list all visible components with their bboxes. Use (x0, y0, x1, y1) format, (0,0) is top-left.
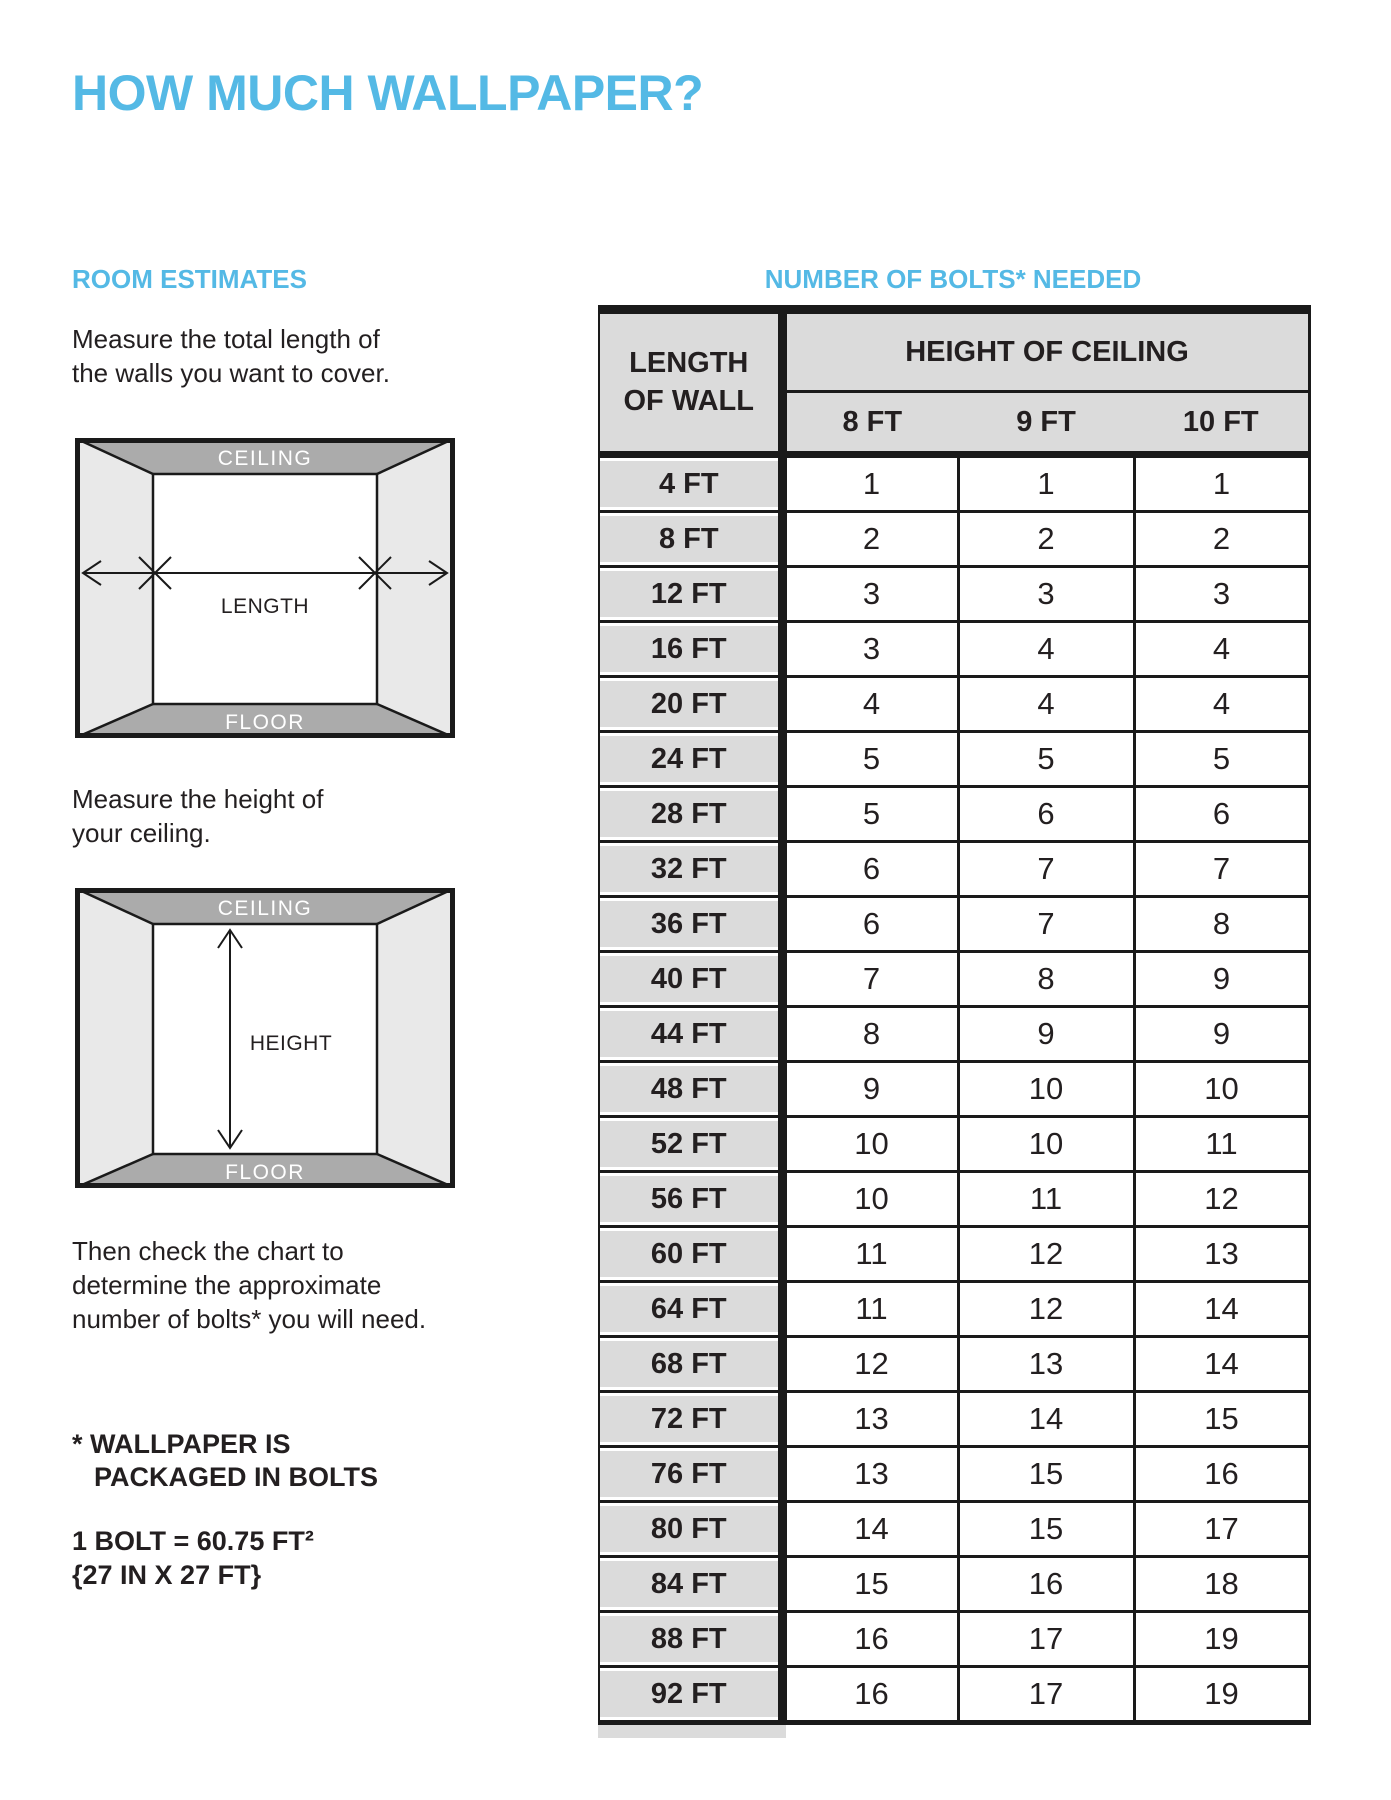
bolt-count-cell: 4 (1134, 622, 1309, 677)
row-label: 88 FT (599, 1612, 782, 1667)
bolt-definition (72, 1524, 314, 1592)
table-row (599, 842, 1309, 897)
bolt-count-cell: 15 (958, 1447, 1134, 1502)
bolt-count-cell: 16 (958, 1557, 1134, 1612)
bolt-count-cell: 10 (958, 1117, 1134, 1172)
bolt-count-cell: 6 (1134, 787, 1309, 842)
bolt-count-cell: 17 (1134, 1502, 1309, 1557)
row-label: 56 FT (599, 1172, 782, 1227)
ceiling-height-diagram (75, 888, 455, 1188)
row-label: 76 FT (599, 1447, 782, 1502)
bolt-count-cell: 12 (782, 1337, 958, 1392)
ceiling-label: CEILING (217, 897, 313, 920)
bolt-count-cell: 15 (958, 1502, 1134, 1557)
bolts-table-body (599, 455, 1309, 1723)
bolt-count-cell: 4 (958, 622, 1134, 677)
bolt-count-cell: 13 (782, 1447, 958, 1502)
bolt-count-cell: 5 (1134, 732, 1309, 787)
row-label: 60 FT (599, 1227, 782, 1282)
room-length-diagram (75, 438, 455, 738)
row-label: 48 FT (599, 1062, 782, 1117)
bolt-count-cell: 9 (958, 1007, 1134, 1062)
row-label: 20 FT (599, 677, 782, 732)
bolt-count-cell: 4 (958, 677, 1134, 732)
table-row (599, 567, 1309, 622)
bolt-count-cell: 11 (782, 1282, 958, 1337)
instruction-step-1-line2: the walls you want to cover. (72, 358, 390, 388)
bolt-count-cell: 2 (1134, 512, 1309, 567)
bolt-definition-line1: 1 BOLT = 60.75 FT² (72, 1526, 314, 1556)
bolt-count-cell: 15 (782, 1557, 958, 1612)
bolt-count-cell: 6 (782, 897, 958, 952)
bolt-count-cell: 11 (782, 1227, 958, 1282)
diagram-back-wall (153, 474, 377, 704)
instruction-step-3-line2: determine the approximate (72, 1270, 382, 1300)
bolt-count-cell: 3 (782, 567, 958, 622)
row-label: 8 FT (599, 512, 782, 567)
bolt-count-cell: 3 (782, 622, 958, 677)
bolt-count-cell: 16 (782, 1667, 958, 1723)
bolt-count-cell: 12 (958, 1282, 1134, 1337)
table-footer-strip (598, 1725, 786, 1738)
table-row (599, 1447, 1309, 1502)
bolt-count-cell: 8 (782, 1007, 958, 1062)
bolt-count-cell: 17 (958, 1667, 1134, 1723)
length-label: LENGTH (220, 595, 310, 618)
bolt-count-cell: 19 (1134, 1667, 1309, 1723)
bolts-table-header (599, 310, 1309, 455)
row-label: 52 FT (599, 1117, 782, 1172)
bolt-count-cell: 10 (782, 1172, 958, 1227)
row-label: 12 FT (599, 567, 782, 622)
table-row (599, 897, 1309, 952)
row-label: 36 FT (599, 897, 782, 952)
bolt-count-cell: 2 (782, 512, 958, 567)
bolt-count-cell: 9 (782, 1062, 958, 1117)
footnote-line1: * WALLPAPER IS (72, 1429, 291, 1459)
table-row (599, 1612, 1309, 1667)
bolt-count-cell: 4 (782, 677, 958, 732)
bolt-count-cell: 13 (782, 1392, 958, 1447)
bolt-count-cell: 16 (1134, 1447, 1309, 1502)
table-row (599, 1007, 1309, 1062)
bolt-count-cell: 13 (1134, 1227, 1309, 1282)
bolt-count-cell: 14 (1134, 1282, 1309, 1337)
row-label: 92 FT (599, 1667, 782, 1723)
row-label: 16 FT (599, 622, 782, 677)
bolt-count-cell: 4 (1134, 677, 1309, 732)
bolt-count-cell: 7 (958, 897, 1134, 952)
row-label: 4 FT (599, 455, 782, 512)
floor-label: FLOOR (225, 711, 305, 734)
bolt-count-cell: 9 (1134, 952, 1309, 1007)
table-row (599, 1062, 1309, 1117)
bolt-count-cell: 7 (958, 842, 1134, 897)
table-row (599, 622, 1309, 677)
column-header-10ft: 10 FT (1134, 392, 1309, 455)
bolt-count-cell: 12 (958, 1227, 1134, 1282)
table-row (599, 787, 1309, 842)
table-row (599, 455, 1309, 512)
ceiling-label: CEILING (217, 447, 313, 470)
instruction-step-3-line3: number of bolts* you will need. (72, 1304, 427, 1334)
table-row (599, 952, 1309, 1007)
instruction-step-3-line1: Then check the chart to (72, 1236, 344, 1266)
table-row (599, 1117, 1309, 1172)
height-of-ceiling-header: HEIGHT OF CEILING (782, 310, 1309, 392)
bolt-count-cell: 18 (1134, 1557, 1309, 1612)
instruction-step-2 (72, 782, 324, 850)
table-row (599, 1392, 1309, 1447)
table-row (599, 1227, 1309, 1282)
row-label: 40 FT (599, 952, 782, 1007)
bolt-count-cell: 12 (1134, 1172, 1309, 1227)
instruction-step-1 (72, 322, 390, 390)
row-label: 28 FT (599, 787, 782, 842)
diagram-left-wall (75, 888, 153, 1188)
bolt-count-cell: 10 (958, 1062, 1134, 1117)
floor-label: FLOOR (225, 1161, 305, 1184)
table-row (599, 1502, 1309, 1557)
bolt-count-cell: 1 (958, 455, 1134, 512)
bolt-count-cell: 10 (782, 1117, 958, 1172)
table-row (599, 1172, 1309, 1227)
bolt-count-cell: 19 (1134, 1612, 1309, 1667)
row-label: 68 FT (599, 1337, 782, 1392)
table-row (599, 512, 1309, 567)
row-label: 80 FT (599, 1502, 782, 1557)
bolt-count-cell: 1 (1134, 455, 1309, 512)
table-row (599, 677, 1309, 732)
table-row (599, 1667, 1309, 1723)
bolt-count-cell: 9 (1134, 1007, 1309, 1062)
bolt-count-cell: 14 (958, 1392, 1134, 1447)
table-row (599, 1337, 1309, 1392)
bolt-count-cell: 10 (1134, 1062, 1309, 1117)
row-label: 84 FT (599, 1557, 782, 1612)
bolt-count-cell: 2 (958, 512, 1134, 567)
instruction-step-3 (72, 1234, 426, 1336)
bolt-count-cell: 3 (1134, 567, 1309, 622)
bolt-count-cell: 16 (782, 1612, 958, 1667)
bolt-count-cell: 8 (958, 952, 1134, 1007)
column-header-8ft: 8 FT (782, 392, 958, 455)
page-title: HOW MUCH WALLPAPER? (72, 65, 704, 121)
row-label: 64 FT (599, 1282, 782, 1337)
bolt-count-cell: 1 (782, 455, 958, 512)
table-row (599, 1557, 1309, 1612)
length-of-wall-header: LENGTH OF WALL (599, 310, 782, 455)
row-label: 24 FT (599, 732, 782, 787)
bolt-count-cell: 17 (958, 1612, 1134, 1667)
bolt-count-cell: 14 (1134, 1337, 1309, 1392)
bolt-count-cell: 7 (1134, 842, 1309, 897)
footnote-line2: PACKAGED IN BOLTS (94, 1462, 379, 1492)
bolt-count-cell: 14 (782, 1502, 958, 1557)
diagram-right-wall (377, 888, 455, 1188)
bolts-table (598, 305, 1311, 1725)
wallpaper-bolts-footnote (72, 1428, 378, 1494)
bolt-definition-line2: {27 IN X 27 FT} (72, 1560, 262, 1590)
bolt-count-cell: 5 (782, 787, 958, 842)
bolt-count-cell: 6 (958, 787, 1134, 842)
row-label: 32 FT (599, 842, 782, 897)
column-header-9ft: 9 FT (958, 392, 1134, 455)
row-label: 72 FT (599, 1392, 782, 1447)
bolt-count-cell: 3 (958, 567, 1134, 622)
bolt-count-cell: 11 (1134, 1117, 1309, 1172)
table-row (599, 1282, 1309, 1337)
bolt-count-cell: 11 (958, 1172, 1134, 1227)
bolt-count-cell: 15 (1134, 1392, 1309, 1447)
row-label: 44 FT (599, 1007, 782, 1062)
bolt-count-cell: 7 (782, 952, 958, 1007)
instruction-step-2-line1: Measure the height of (72, 784, 324, 814)
instruction-step-2-line2: your ceiling. (72, 818, 211, 848)
table-row (599, 732, 1309, 787)
bolt-count-cell: 5 (958, 732, 1134, 787)
bolt-count-cell: 5 (782, 732, 958, 787)
instruction-step-1-line1: Measure the total length of (72, 324, 380, 354)
room-estimates-heading: ROOM ESTIMATES (72, 264, 307, 294)
bolt-count-cell: 6 (782, 842, 958, 897)
bolt-count-cell: 13 (958, 1337, 1134, 1392)
bolt-count-cell: 8 (1134, 897, 1309, 952)
height-label: HEIGHT (249, 1032, 333, 1055)
bolts-table-heading: NUMBER OF BOLTS* NEEDED (764, 264, 1142, 294)
